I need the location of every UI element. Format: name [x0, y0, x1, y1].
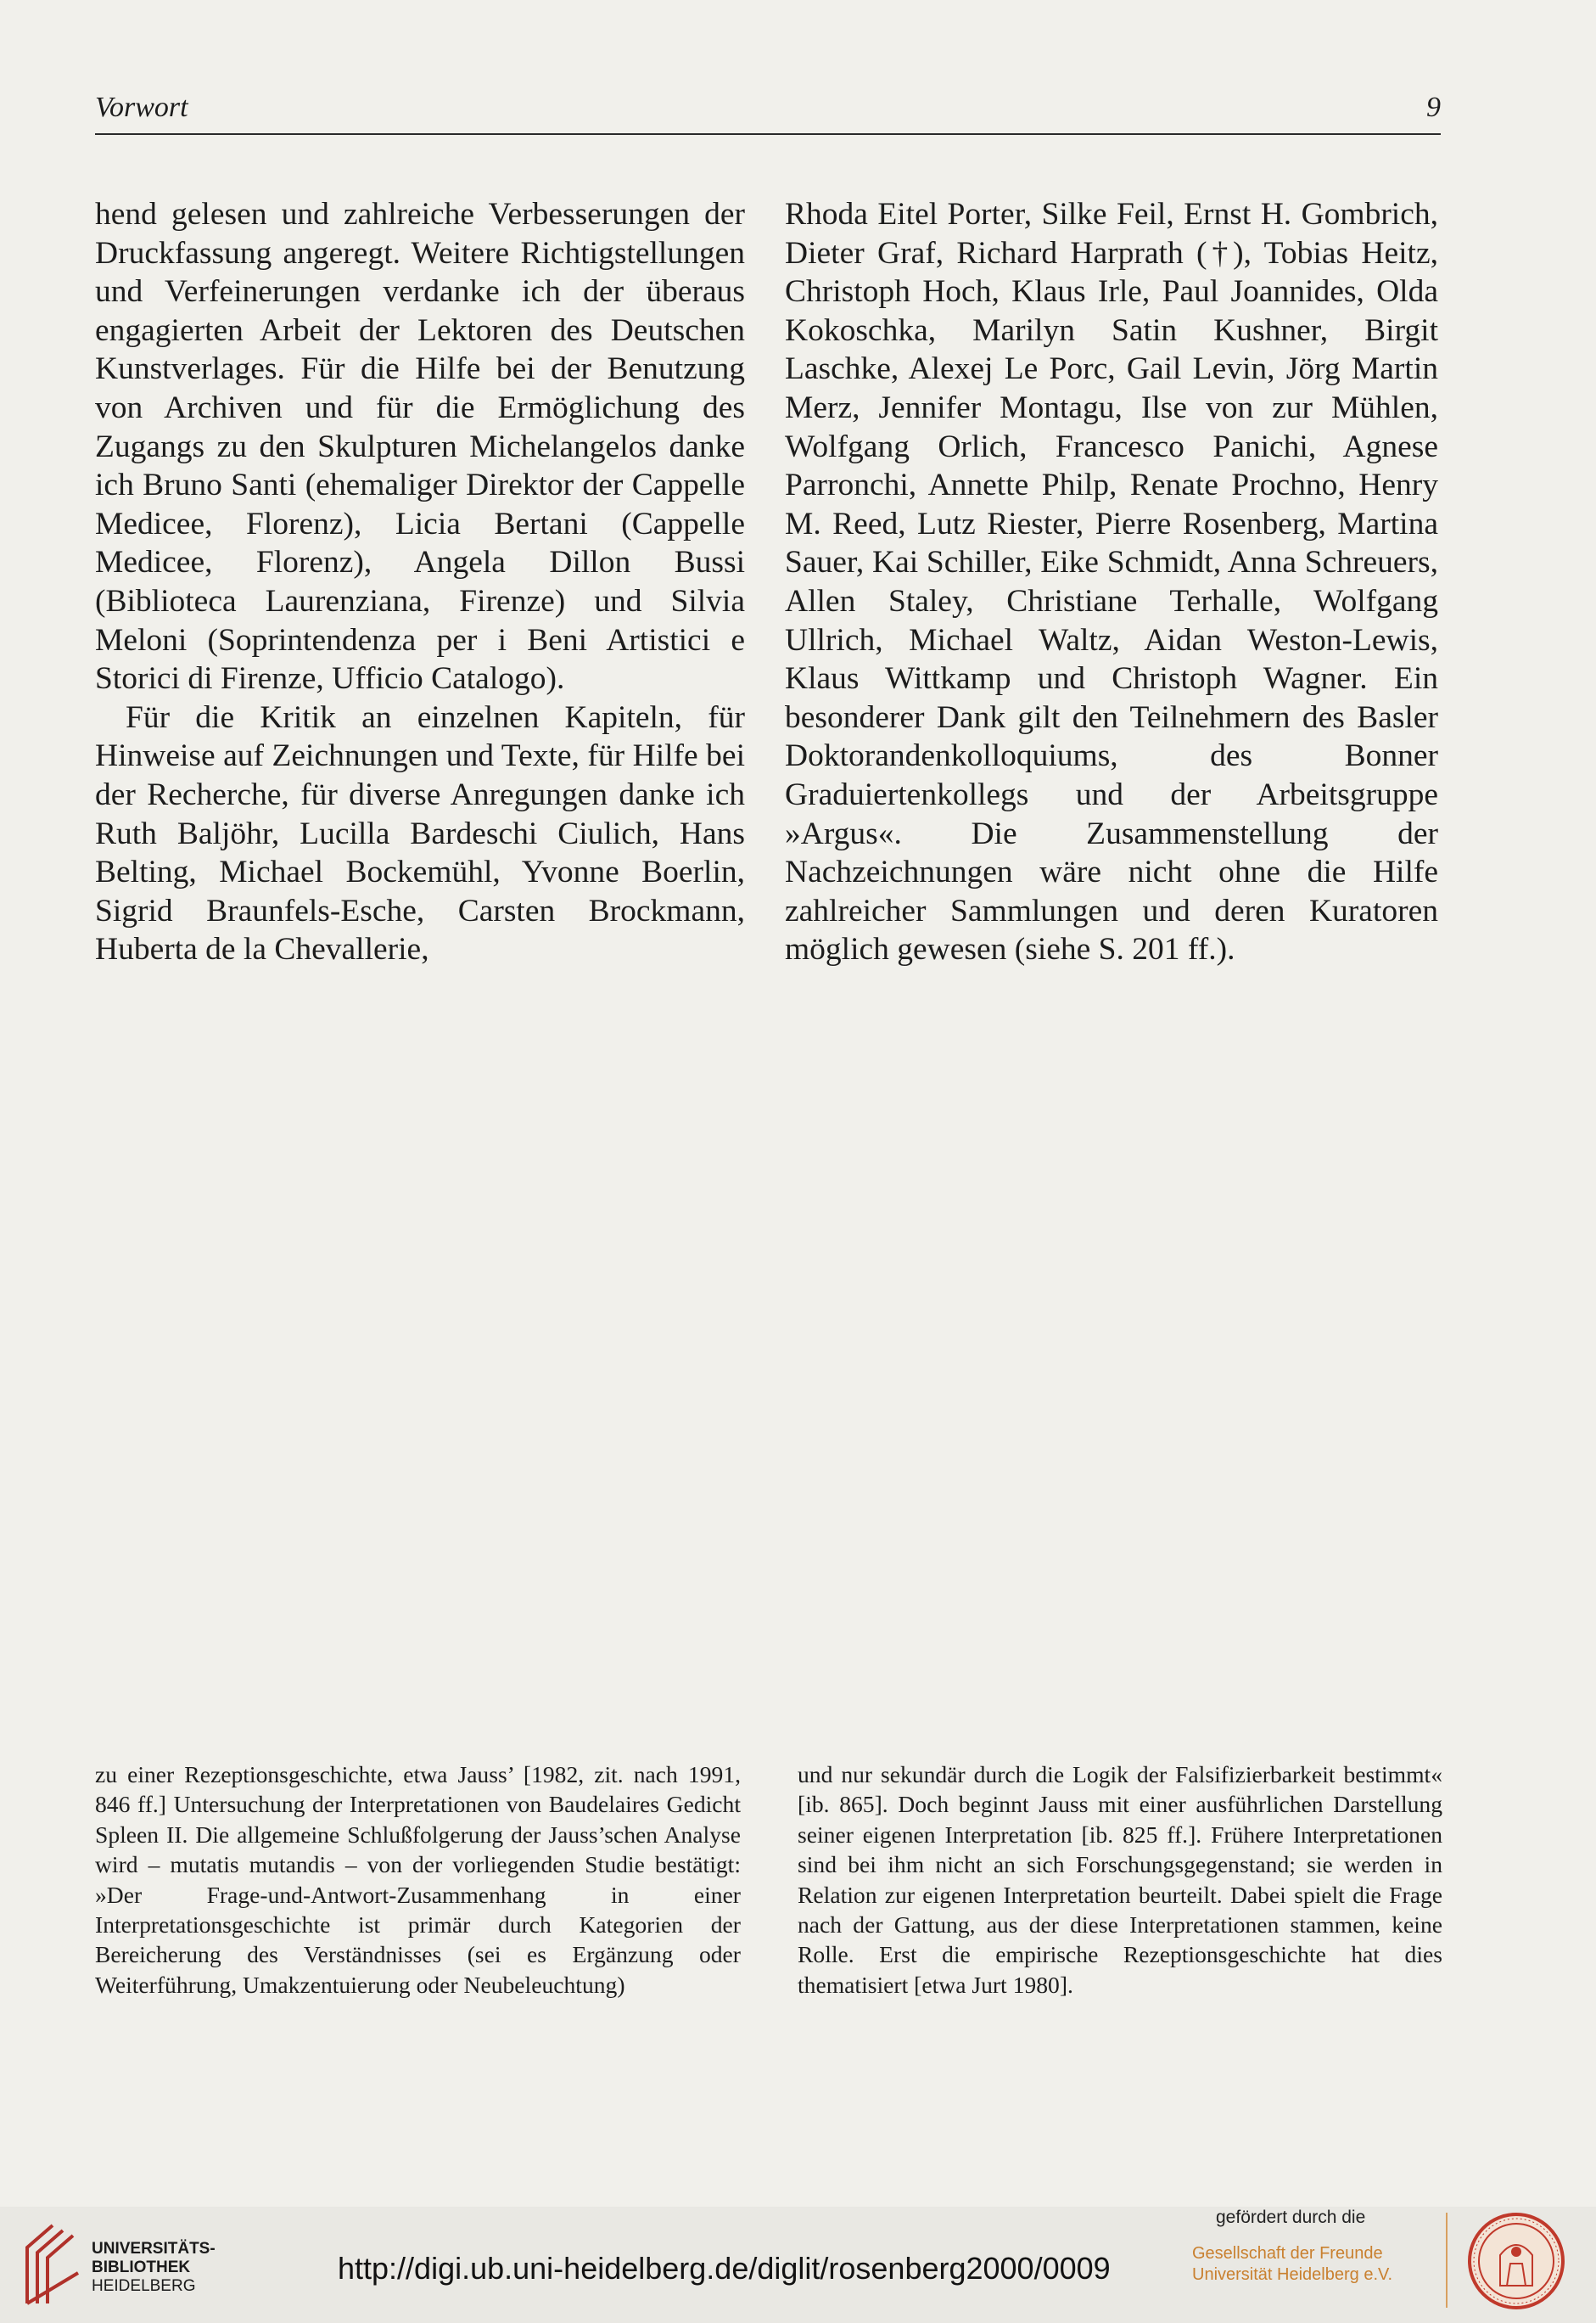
library-name: UNIVERSITÄTS- BIBLIOTHEK HEIDELBERG: [92, 2240, 216, 2295]
library-logo-icon: [19, 2222, 85, 2307]
footnote-column-right: [798, 1759, 1442, 2000]
paragraph: Rhoda Eitel Porter, Silke Feil, Ernst H. Gombrich, Dieter Graf, Richard Harprath (†), Tobias Heitz, Christoph Hoch, Klaus Irle, Paul Joannides, Olda Kokoschka, Marilyn Satin Kushner, Birgit Laschke, Alexej Le Porc, Gail Levin, Jörg Martin Merz, Jennifer Montagu, Ilse von zur Mühlen, Wolfgang Orlich, Francesco Panichi, Agnese Parronchi, Annette Philp, Renate Prochno, Henry M. Reed, Lutz Riester, Pierre Rosenberg, Martina Sauer, Kai Schiller, Eike Schmidt, Anna Schreuers, Allen Staley, Christiane Terhalle, Wolfgang Ullrich, Michael Waltz, Aidan Weston-Lewis, Klaus Wittkamp und Christoph Wagner. Ein besonderer Dank gilt den Teilnehmern des Basler Doktorandenkolloquiums, des Bonner Graduiertenkollegs und der Arbeitsgruppe »Argus«. Die Zusammenstellung der Nachzeichnungen wäre nicht ohne die Hilfe zahlreicher Sammlungen und deren Kuratoren möglich gewesen (siehe S. 201 ff.).: [785, 197, 1438, 968]
footnote-text: und nur sekundär durch die Logik der Falsifizierbarkeit bestimmt« [ib. 865]. Doch beginnt Jauss mit einer ausführlichen Darstellung seiner eigenen Interpretation [ib. 825 ff.]. Frühere Interpretationen sind bei ihm nicht an sich Forschungsgegenstand; sie werden in Relation zur eigenen Interpretation beurteilt. Dabei spielt die Frage nach der Gattung, aus der diese Interpretationen stammen, keine Rolle. Erst die empirische Rezeptionsgeschichte hat dies thematisiert [etwa Jurt 1980].: [798, 1761, 1442, 1998]
sponsor-divider: [1446, 2213, 1448, 2308]
body-column-left: [95, 195, 745, 969]
page-number: 9: [1426, 92, 1441, 123]
university-seal-icon: [1466, 2211, 1566, 2311]
sponsor-name: Gesellschaft der Freunde Universität Heidelberg e.V.: [1192, 2244, 1393, 2284]
header-rule: [95, 133, 1441, 135]
paragraph: hend gelesen und zahlreiche Verbesserungen der Druckfassung angeregt. Weitere Richtigstellungen und Verfeinerungen verdanke ich der überaus engagierten Arbeit der Lektoren des Deutschen Kunstverlages. Für die Hilfe bei der Benutzung von Archiven und für die Ermöglichung des Zugangs zu den Skulpturen Michelangelos danke ich Bruno Santi (ehemaliger Direktor der Cappelle Medicee, Florenz), Licia Bertani (Cappelle Medicee, Florenz), Angela Dillon Bussi (Biblioteca Laurenziana, Firenze) und Silvia Meloni (Soprintendenza per i Beni Artistici e Storici di Firenze, Ufficio Catalogo).: [95, 197, 745, 697]
paragraph: Für die Kritik an einzelnen Kapiteln, für Hinweise auf Zeichnungen und Texte, für Hilfe bei der Recherche, für diverse Anregungen danke ich Ruth Baljöhr, Lucilla Bardeschi Ciulich, Hans Belting, Michael Bockemühl, Yvonne Boerlin, Sigrid Braunfels-Esche, Carsten Brockmann, Huberta de la Chevallerie,: [95, 699, 745, 968]
running-head: [95, 92, 1441, 124]
chapter-title: Vorwort: [95, 92, 188, 123]
body-column-right: [785, 195, 1438, 969]
sponsor-intro: gefördert durch die: [1216, 2208, 1366, 2227]
footnote-text: zu einer Rezeptionsgeschichte, etwa Jauss’ [1982, zit. nach 1991, 846 ff.] Untersuchung der Interpretationen von Baudelaires Gedicht Spleen II. Die allgemeine Schlußfolgerung der Jauss’schen Analyse wird – mutatis mutandis – von der vorliegenden Studie bestätigt: »Der Frage-und-Antwort-Zusammenhang in einer Interpretationsgeschichte ist primär durch Kategorien der Bereicherung des Verständnisses (sei es Ergänzung oder Weiterführung, Umakzentuierung oder Neubeleuchtung): [95, 1761, 741, 1998]
footnote-column-left: [95, 1759, 741, 2000]
permalink-url[interactable]: http://digi.ub.uni-heidelberg.de/diglit/rosenberg2000/0009: [338, 2251, 1111, 2286]
